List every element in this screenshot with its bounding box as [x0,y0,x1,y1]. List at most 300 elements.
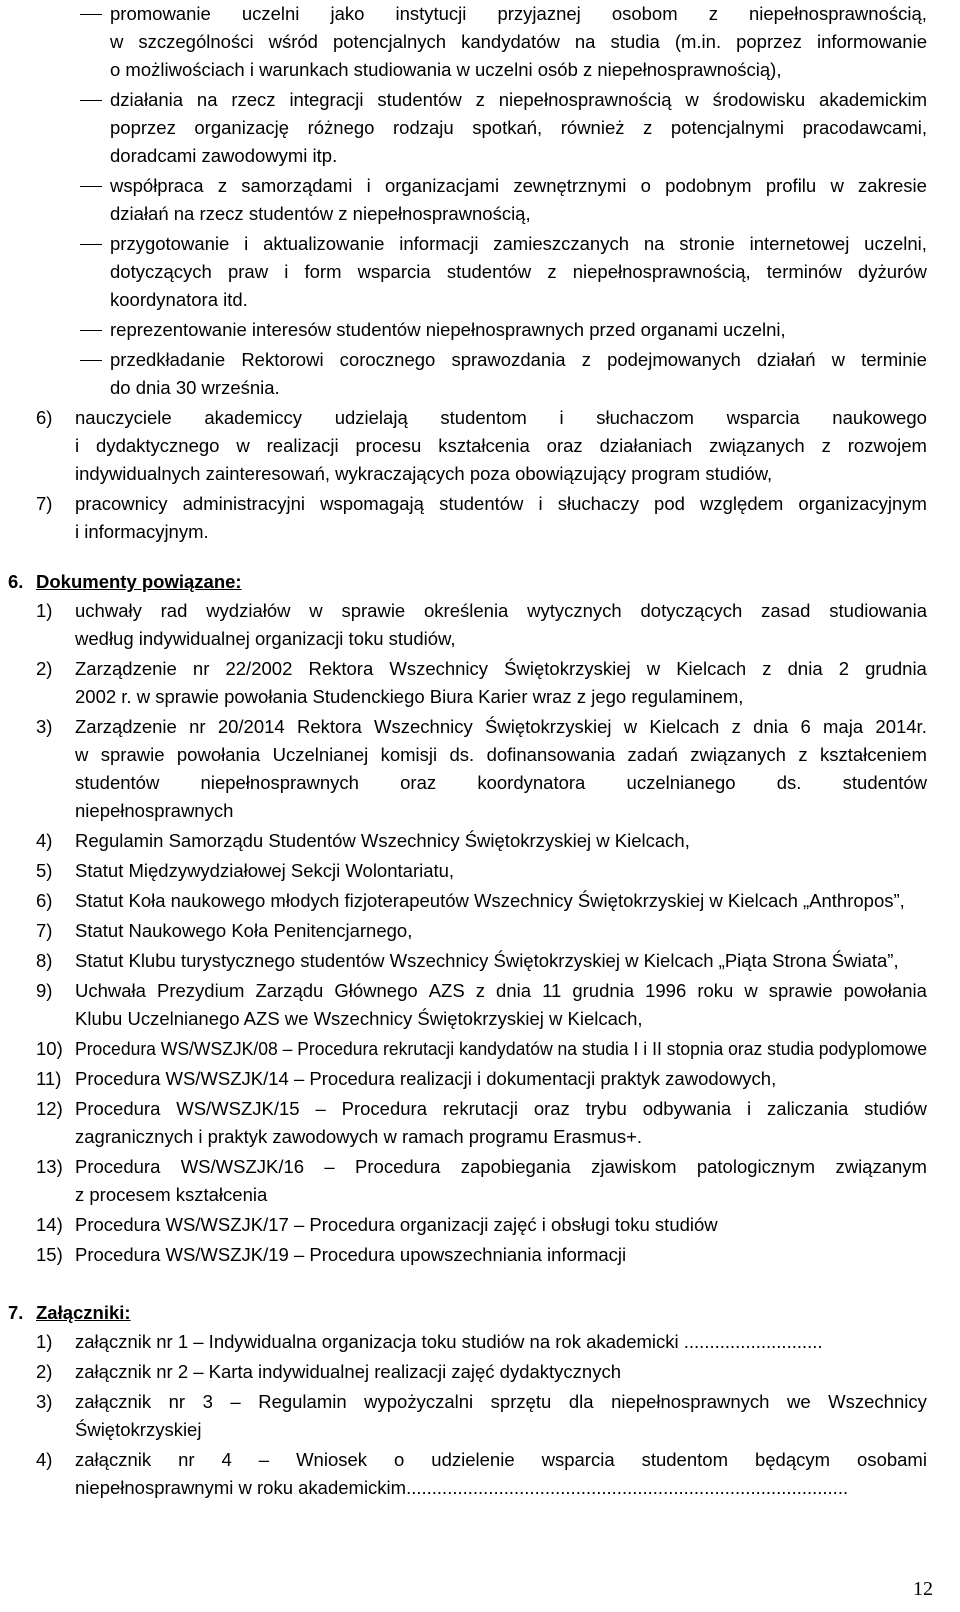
word: dnia [753,716,789,737]
list-number: 7) [36,920,53,941]
page-number: 12 [913,1578,933,1600]
word: rozwojem [847,435,927,456]
list-item-line [75,827,690,855]
line-text: Statut Klubu turystycznego studentów Wszechnicy Świętokrzyskiej w Kielcach „Piąta Strona Świata”, [75,950,899,971]
list-number: 2) [36,658,53,679]
word: i [75,435,80,456]
line-text: o możliwościach i warunkach studiowania w uczelni osób z niepełnosprawnością), [110,59,782,80]
list-item-line [75,977,927,1005]
word: maja [823,716,864,737]
word: 1996 [645,980,687,1001]
list-item-line [75,625,456,653]
word: słuchaczy [557,493,639,514]
word: uczelnianego [626,772,736,793]
word: załącznik [75,1449,152,1470]
list-item-line [75,887,905,915]
section-heading [8,568,242,596]
word: w [75,744,89,765]
line-text: Statut Koła naukowego młodych fizjoterapeutów Wszechnicy Świętokrzyskiej w Kielcach „Anthropos”, [75,890,905,911]
word: 2 [838,658,850,679]
line-text: niepełnosprawnymi w roku akademickim...................................................................................... [75,1477,849,1498]
line-text: załącznik nr 2 – Karta indywidualnej realizacji zajęć dydaktycznych [75,1361,622,1382]
word: niepełnosprawnością, [572,261,751,282]
list-item-line [75,1181,267,1209]
word: – [230,1391,241,1412]
list-number: 13) [36,1156,63,1177]
word: studia [610,31,660,52]
word: 6 [800,716,811,737]
word: grudnia [572,980,635,1001]
word: studentom [641,1449,728,1470]
word: ds. [449,744,475,765]
word: względem [700,493,784,514]
word: akademickim [819,89,927,110]
word: zapobiegania [460,1156,571,1177]
list-number: 6) [36,890,53,911]
word: zasad [761,600,811,621]
word: dnia [787,658,823,679]
word: Regulamin [258,1391,347,1412]
word: roku [697,980,734,1001]
word: informowanie [816,31,927,52]
word: administracyjni [182,493,305,514]
word: nr [189,716,206,737]
word: w [309,600,323,621]
word: niepełnosprawnością, [748,3,927,24]
word: powołania [176,744,261,765]
line-text: zagranicznych i praktyk zawodowych w ramach programu Erasmus+. [75,1126,643,1147]
bullet-line [110,28,927,56]
word: pracownicy [75,493,168,514]
word: Prezydium [157,980,245,1001]
word: aktualizowanie [263,233,385,254]
list-number: 4) [36,1449,53,1470]
word: profilu [765,175,817,196]
word: poprzez [110,117,176,138]
word: na [643,233,665,254]
dash-bullet-icon [80,100,102,101]
word: również [560,117,625,138]
word: Głównego [334,980,418,1001]
line-text: Procedura WS/WSZJK/14 – Procedura realizacji i dokumentacji praktyk zawodowych, [75,1068,777,1089]
word: form [304,261,342,282]
word: studentów [377,89,462,110]
list-item-line [75,1388,927,1416]
word: niepełnosprawnych [611,1391,770,1412]
bullet-line [110,346,927,374]
list-item-line [75,460,772,488]
list-item-line [75,917,412,945]
word: sprawie [100,744,165,765]
word: działania [110,89,184,110]
word: z [217,175,228,196]
word: wsparcia [726,407,800,428]
list-item-line [75,1241,626,1269]
word: studiowania [829,600,927,621]
word: dnia [496,980,532,1001]
word: osobom [611,3,678,24]
line-text: reprezentowanie interesów studentów niepełnosprawnych przed organami uczelni, [110,319,786,340]
list-item-line [75,655,927,683]
bullet-line [110,86,927,114]
list-item-line [75,1328,823,1356]
list-number: 15) [36,1244,63,1265]
word: studiów [864,1098,927,1119]
dash-bullet-icon [80,360,102,361]
line-text: z procesem kształcenia [75,1184,268,1205]
word: 20/2014 [217,716,285,737]
word: i [284,261,289,282]
word: i [559,407,564,428]
word: praw [227,261,269,282]
word: zamieszczanych [493,233,629,254]
word: integracji [289,89,364,110]
word: dotyczących [640,600,743,621]
section-title: Załączniki: [36,1302,131,1323]
word: studentów [439,493,524,514]
list-number: 1) [36,600,53,621]
word: we [786,1391,811,1412]
section-number: 7. [8,1302,24,1323]
word: Wszechnicy [828,1391,927,1412]
bullet-line [110,258,927,286]
word: z [821,435,831,456]
word: Wszechnicy [389,658,489,679]
word: Procedura [75,1098,161,1119]
dash-bullet-icon [80,186,102,187]
list-item-line [75,797,233,825]
word: w [830,175,844,196]
word: odbywania [642,1098,732,1119]
word: studentów [446,261,532,282]
word: oraz [400,772,437,793]
bullet-line [110,200,531,228]
word: zewnętrznymi [513,175,627,196]
word: o [640,175,651,196]
word: z [731,716,741,737]
list-number: 1) [36,1331,53,1352]
list-item-line [75,597,927,625]
list-item-line [75,1358,621,1386]
word: Uchwała [75,980,146,1001]
word: stronie [679,233,735,254]
word: Kielcach [649,716,720,737]
list-item-line [75,769,927,797]
word: w [110,31,124,52]
word: AZS [428,980,465,1001]
word: 22/2002 [225,658,293,679]
word: studentów [842,772,927,793]
list-number: 7) [36,493,53,514]
bullet-line [110,0,927,28]
line-text: Procedura WS/WSZJK/17 – Procedura organizacji zajęć i obsługi toku studiów [75,1214,718,1235]
word: różnego [307,117,375,138]
bullet-line [110,142,337,170]
list-item-line [75,1153,927,1181]
word: 11 [542,980,562,1001]
list-number: 8) [36,950,53,971]
word: samorządami [241,175,353,196]
word: uczelni [241,3,300,24]
list-item-line [75,432,927,460]
list-number: 11) [36,1068,62,1089]
word: zakresie [858,175,927,196]
word: terminów [766,261,842,282]
word: określenia [424,600,509,621]
bullet-line [110,286,248,314]
bullet-line [110,374,280,402]
list-item-line [75,1035,960,1063]
word: kandydatów [461,31,560,52]
word: z [581,349,591,370]
word: organizację [194,117,290,138]
line-text: niepełnosprawnych [75,800,234,821]
word: Zarządzenie [75,658,177,679]
word: wytycznych [527,600,622,621]
list-item-line [75,1123,642,1151]
word: wypożyczalni [364,1391,474,1412]
section-heading [8,1299,131,1327]
word: zaliczania [767,1098,849,1119]
word: z [643,117,653,138]
word: i [244,233,249,254]
line-text: Procedura WS/WSZJK/08 – Procedura rekrutacji kandydatów na studia I i II stopnia oraz studia podyplomowe [75,1038,928,1059]
word: pod [654,493,685,514]
word: Świętokrzyskiej [504,658,631,679]
word: przyjaznej [497,3,581,24]
word: (m.in. [674,31,722,52]
list-item-line [75,490,927,518]
list-number: 10) [36,1038,63,1059]
word: w [623,716,638,737]
word: z [708,3,718,24]
word: pracodawcami, [802,117,927,138]
word: w [646,658,661,679]
word: podejmowanych [607,349,741,370]
line-text: Statut Międzywydziałowej Sekcji Wolontariatu, [75,860,455,881]
list-number: 2) [36,1361,53,1382]
dash-bullet-icon [80,14,102,15]
line-text: Klubu Uczelnianego AZS we Wszechnicy Świętokrzyskiej w Kielcach, [75,1008,643,1029]
word: przedkładanie [110,349,226,370]
word: działaniach [599,435,693,456]
word: zjawiskom [591,1156,677,1177]
word: na [196,89,218,110]
section-number: 6. [8,571,24,592]
word: z [798,744,808,765]
word: niepełnosprawnością [498,89,672,110]
word: koordynatora [477,772,586,793]
list-item-line [75,1474,848,1502]
word: z [762,658,772,679]
word: sprawie [341,600,406,621]
line-text: Regulamin Samorządu Studentów Wszechnicy Świętokrzyskiej w Kielcach, [75,830,690,851]
list-item-line [75,1095,927,1123]
word: w [831,349,845,370]
list-item-line [75,1065,776,1093]
word: w [236,435,250,456]
line-text: Świętokrzyskiej [75,1419,202,1440]
list-number: 3) [36,1391,53,1412]
word: na [574,31,596,52]
word: Rektorowi [241,349,324,370]
list-number: 9) [36,980,53,1001]
word: internetowej [749,233,850,254]
word: 2014r. [875,716,927,737]
word: Procedura [341,1098,427,1119]
word: organizacyjnym [798,493,927,514]
word: poprzez [736,31,802,52]
word: 3 [202,1391,213,1412]
list-number: 3) [36,716,53,737]
word: oraz [546,435,583,456]
word: nauczyciele [75,407,172,428]
word: kształceniem [819,744,927,765]
dash-bullet-icon [80,244,102,245]
word: oraz [533,1098,570,1119]
word: – [324,1156,335,1177]
word: wśród [268,31,318,52]
list-item-line [75,741,927,769]
word: i [747,1098,752,1119]
line-text: Procedura WS/WSZJK/19 – Procedura upowszechniania informacji [75,1244,627,1265]
bullet-line [110,56,781,84]
word: z [475,980,485,1001]
word: o [394,1449,405,1470]
list-number: 6) [36,407,53,428]
line-text: i informacyjnym. [75,521,209,542]
word: WS/WSZJK/16 [180,1156,305,1177]
word: naukowego [832,407,927,428]
list-item-line [75,947,899,975]
line-text: załącznik nr 1 – Indywidualna organizacja toku studiów na rok akademicki ........................... [75,1331,823,1352]
word: i [366,175,371,196]
list-item-line [75,518,209,546]
section-title: Dokumenty powiązane: [36,571,242,592]
word: promowanie [110,3,211,24]
list-number: 12) [36,1098,63,1119]
word: środowisku [712,89,806,110]
list-item-line [75,1446,927,1474]
word: w [744,980,758,1001]
word: komisji [380,744,438,765]
line-text: 2002 r. w sprawie powołania Studenckiego Biura Karier wraz z jego regulaminem, [75,686,744,707]
line-text: do dnia 30 września. [110,377,280,398]
word: patologicznym [696,1156,816,1177]
bullet-line [110,230,927,258]
list-item-line [75,404,927,432]
word: związanym [835,1156,927,1177]
word: będącym [754,1449,831,1470]
word: procesu [355,435,422,456]
word: z [547,261,557,282]
word: terminie [861,349,927,370]
word: wsparcia [357,261,431,282]
word: osobami [857,1449,927,1470]
list-item-line [75,683,743,711]
word: Zarządu [255,980,324,1001]
word: udzielenie [431,1449,515,1470]
word: uchwały [75,600,142,621]
word: nr [168,1391,186,1412]
word: potencjalnymi [670,117,784,138]
word: powołania [843,980,927,1001]
word: sprawie [768,980,833,1001]
word: – [258,1449,270,1470]
line-text: indywidualnych zainteresowań, wykraczających poza obowiązujący program studiów, [75,463,773,484]
word: nr [178,1449,195,1470]
list-item-line [75,1005,643,1033]
word: przygotowanie [110,233,230,254]
word: zadań [627,744,678,765]
word: akademiccy [204,407,303,428]
word: w [685,89,699,110]
word: szczególności [138,31,254,52]
word: realizacji [266,435,339,456]
word: jako [330,3,365,24]
word: związanych [690,744,786,765]
word: Wniosek [296,1449,368,1470]
word: Procedura [355,1156,441,1177]
dash-bullet-icon [80,330,102,331]
word: ds. [776,772,802,793]
list-item-line [75,1416,201,1444]
word: studentom [440,407,527,428]
word: instytucji [395,3,467,24]
word: Uczelnianej [272,744,369,765]
word: Wszechnicy [374,716,473,737]
word: grudnia [865,658,927,679]
word: dotyczących [110,261,212,282]
word: wsparcia [541,1449,615,1470]
word: działań [756,349,816,370]
word: uczelni, [864,233,927,254]
word: nr [192,658,210,679]
word: sprzętu [490,1391,552,1412]
word: Świętokrzyskiej [485,716,612,737]
word: dla [568,1391,594,1412]
word: kształcenia [438,435,530,456]
word: informacji [399,233,479,254]
word: rad [160,600,188,621]
list-item-line [75,857,454,885]
list-number: 5) [36,860,53,881]
word: udzielają [334,407,408,428]
word: potencjalnych [332,31,447,52]
word: Rektora [296,716,362,737]
line-text: według indywidualnej organizacji toku studiów, [75,628,456,649]
word: współpraca [110,175,204,196]
word: Kielcach [676,658,747,679]
list-number: 14) [36,1214,63,1235]
line-text: koordynatora itd. [110,289,248,310]
word: i [538,493,543,514]
word: rzecz [231,89,276,110]
word: Procedura [75,1156,161,1177]
word: trybu [585,1098,627,1119]
word: dyżurów [858,261,927,282]
word: związanych [709,435,805,456]
word: sprawozdania [451,349,566,370]
word: Zarządzenie [75,716,177,737]
word: dydaktycznego [96,435,220,456]
word: wspomagają [320,493,424,514]
word: słuchaczom [596,407,694,428]
bullet-line [110,316,786,344]
line-text: doradcami zawodowymi itp. [110,145,338,166]
word: – [315,1098,326,1119]
line-text: Statut Naukowego Koła Penitencjarnego, [75,920,413,941]
